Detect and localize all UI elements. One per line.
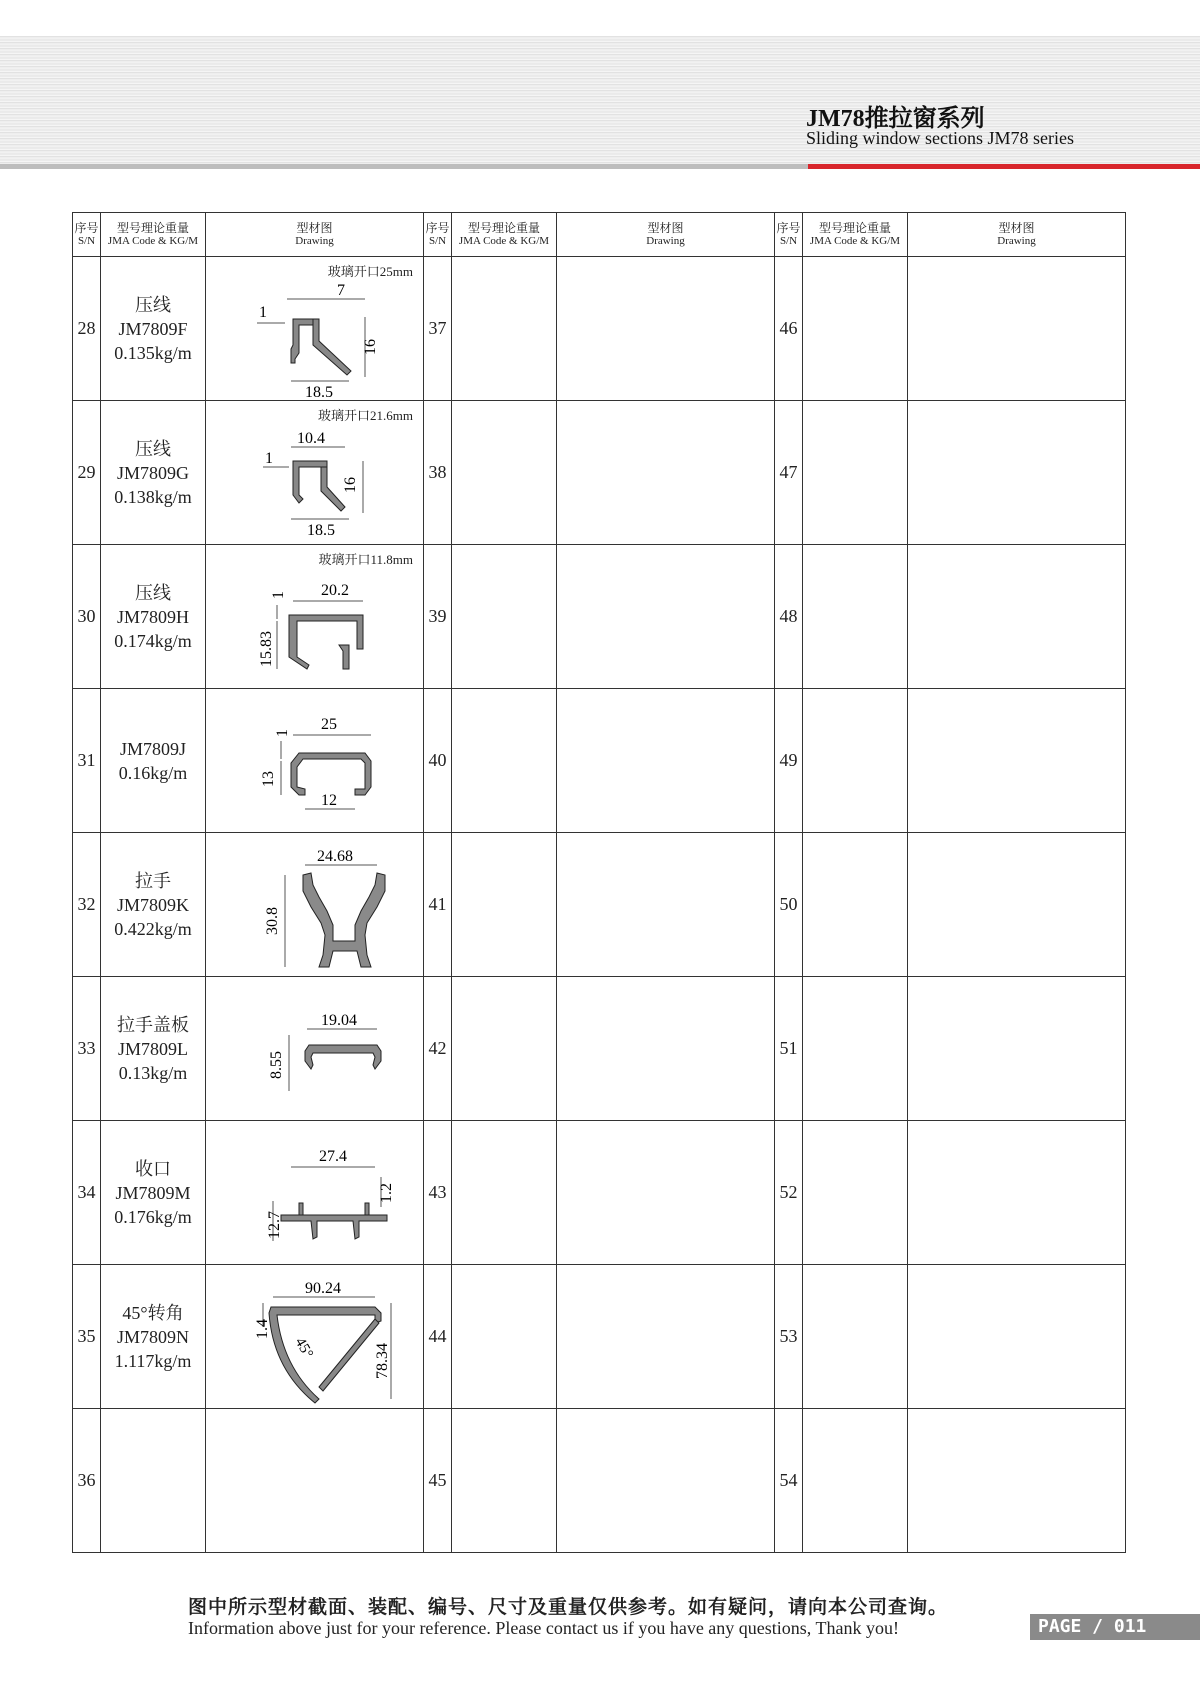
dimension-label: 20.2	[320, 581, 349, 599]
profile-name: 压线	[135, 438, 171, 459]
table-row	[73, 977, 1126, 1121]
profile-name: 压线	[135, 582, 171, 603]
drawing-cell-empty	[908, 545, 1126, 689]
drawing-cell-empty	[557, 257, 775, 401]
code-cell-empty	[452, 833, 557, 977]
sn-cell: 50	[775, 833, 803, 977]
code-cell-empty	[803, 545, 908, 689]
code-cell-empty	[803, 401, 908, 545]
code-cell	[101, 545, 206, 689]
sn-cell: 43	[424, 1121, 452, 1265]
profile-weight: 0.176kg/m	[114, 1206, 192, 1227]
drawing-cell-empty	[908, 1121, 1126, 1265]
code-cell-empty	[101, 1409, 206, 1553]
code-cell-empty	[803, 833, 908, 977]
code-cell-empty	[803, 257, 908, 401]
profile-drawing	[215, 835, 415, 975]
code-cell	[101, 1121, 206, 1265]
code-cell	[101, 401, 206, 545]
profile-code: JM7809M	[115, 1182, 191, 1203]
profile-weight: 0.13kg/m	[118, 1062, 188, 1083]
dimension-label: 45°	[291, 1334, 316, 1361]
header-drawing: 型材图 Drawing	[557, 213, 775, 257]
profile-weight: 0.135kg/m	[114, 342, 192, 363]
dimension-label: 1	[264, 449, 273, 467]
sn-cell: 51	[775, 977, 803, 1121]
profile-weight: 0.138kg/m	[114, 486, 192, 507]
sn-cell: 34	[73, 1121, 101, 1265]
sn-cell: 41	[424, 833, 452, 977]
sn-cell: 33	[73, 977, 101, 1121]
drawing-cell	[206, 257, 424, 401]
sn-cell: 37	[424, 257, 452, 401]
code-cell-empty	[452, 257, 557, 401]
code-cell-empty	[452, 1265, 557, 1409]
table-row	[73, 1265, 1126, 1409]
profile-drawing	[215, 1123, 415, 1263]
profile-shape	[313, 319, 351, 375]
footer-note-en: Information above just for your reference. Please contact us if you have any questions, Thank you!	[188, 1618, 899, 1638]
drawing-cell-empty	[557, 545, 775, 689]
dimension-label: 24.68	[316, 847, 353, 865]
sn-cell: 28	[73, 257, 101, 401]
table-row	[73, 545, 1126, 689]
sn-cell: 54	[775, 1409, 803, 1553]
drawing-cell-empty	[908, 401, 1126, 545]
dimension-label: 7	[336, 281, 345, 299]
drawing-cell-empty	[908, 833, 1126, 977]
table-row	[73, 257, 1126, 401]
dimension-label: 1	[269, 590, 287, 599]
dimension-label: 90.24	[304, 1279, 341, 1297]
header-drawing: 型材图 Drawing	[908, 213, 1126, 257]
profile-code: JM7809L	[117, 1038, 188, 1059]
dimension-label: 16	[361, 338, 379, 355]
sn-cell: 36	[73, 1409, 101, 1553]
drawing-cell	[206, 401, 424, 545]
profile-table	[72, 212, 1126, 1553]
drawing-cell-empty	[557, 401, 775, 545]
profile-drawing	[215, 979, 415, 1119]
code-cell-empty	[803, 689, 908, 833]
dimension-label: 19.04	[320, 1011, 357, 1029]
footer-note-cn: 图中所示型材截面、装配、编号、尺寸及重量仅供参考。如有疑问，请向本公司查询。	[188, 1596, 949, 1618]
code-cell	[101, 1265, 206, 1409]
dimension-label: 78.34	[373, 1342, 391, 1379]
table-row	[73, 833, 1126, 977]
code-cell-empty	[803, 1265, 908, 1409]
profile-shape	[289, 615, 363, 669]
drawing-cell-empty	[908, 1409, 1126, 1553]
sn-cell: 29	[73, 401, 101, 545]
sn-cell: 45	[424, 1409, 452, 1553]
header-sn: 序号 S/N	[775, 213, 803, 257]
drawing-cell	[206, 1121, 424, 1265]
header-code: 型号理论重量 JMA Code & KG/M	[101, 213, 206, 257]
drawing-cell-empty	[206, 1409, 424, 1553]
profile-code: JM7809J	[119, 738, 186, 759]
code-cell	[101, 257, 206, 401]
sn-cell: 35	[73, 1265, 101, 1409]
code-cell-empty	[803, 1409, 908, 1553]
header-rule-red	[808, 164, 1200, 169]
code-cell-empty	[452, 689, 557, 833]
drawing-cell-empty	[557, 1265, 775, 1409]
dimension-label: 13	[259, 770, 277, 787]
profile-shape	[291, 753, 371, 795]
sn-cell: 53	[775, 1265, 803, 1409]
drawing-cell-empty	[557, 833, 775, 977]
sn-cell: 48	[775, 545, 803, 689]
table-row	[73, 1409, 1126, 1553]
header-sn: 序号 S/N	[73, 213, 101, 257]
drawing-cell-empty	[557, 1409, 775, 1553]
table-row	[73, 1121, 1126, 1265]
drawing-cell	[206, 1265, 424, 1409]
dimension-label: 25	[320, 715, 337, 733]
sn-cell: 39	[424, 545, 452, 689]
code-cell-empty	[803, 977, 908, 1121]
sn-cell: 40	[424, 689, 452, 833]
dimension-label: 18.5	[306, 521, 335, 539]
profile-shape	[319, 1319, 379, 1391]
profile-shape	[299, 1203, 369, 1215]
profile-weight: 1.117kg/m	[114, 1350, 192, 1371]
drawing-cell-empty	[557, 689, 775, 833]
drawing-cell	[206, 689, 424, 833]
profile-drawing	[215, 1267, 415, 1407]
dimension-label: 1.2	[377, 1182, 395, 1203]
drawing-cell	[206, 545, 424, 689]
page-number: PAGE / 011	[1030, 1614, 1200, 1640]
dimension-label: 30.8	[263, 906, 281, 935]
dimension-label: 12.7	[265, 1210, 283, 1239]
glass-opening-label: 玻璃开口25mm	[327, 264, 413, 279]
profile-code: JM7809G	[116, 462, 189, 483]
series-title-en: Sliding window sections JM78 series	[806, 128, 1074, 148]
code-cell-empty	[803, 1121, 908, 1265]
drawing-cell	[206, 977, 424, 1121]
drawing-cell-empty	[908, 689, 1126, 833]
drawing-cell-empty	[908, 1265, 1126, 1409]
profile-shape	[281, 1215, 387, 1239]
dimension-label: 10.4	[296, 429, 325, 447]
code-cell-empty	[452, 977, 557, 1121]
dimension-label: 27.4	[318, 1147, 347, 1165]
dimension-label: 12	[320, 791, 337, 809]
glass-opening-label: 玻璃开口21.6mm	[318, 408, 413, 423]
sn-cell: 46	[775, 257, 803, 401]
profile-shape	[291, 319, 313, 363]
sn-cell: 31	[73, 689, 101, 833]
profile-code: JM7809K	[116, 894, 189, 915]
profile-weight: 0.422kg/m	[114, 918, 192, 939]
sn-cell: 32	[73, 833, 101, 977]
dimension-label: 1.4	[253, 1318, 271, 1339]
header-rule-grey	[0, 164, 810, 169]
dimension-label: 1	[273, 728, 291, 737]
code-cell-empty	[452, 1121, 557, 1265]
header-code: 型号理论重量 JMA Code & KG/M	[452, 213, 557, 257]
profile-name: 拉手	[135, 870, 171, 891]
profile-code: JM7809H	[116, 606, 189, 627]
code-cell-empty	[452, 1409, 557, 1553]
drawing-cell-empty	[908, 257, 1126, 401]
drawing-cell-empty	[557, 977, 775, 1121]
sn-cell: 49	[775, 689, 803, 833]
profile-name: 收口	[135, 1158, 171, 1179]
profile-weight: 0.174kg/m	[114, 630, 192, 651]
dimension-label: 18.5	[304, 383, 333, 399]
profile-drawing	[215, 691, 415, 831]
dimension-label: 16	[341, 476, 359, 493]
profile-shape	[339, 645, 349, 669]
profile-name: 拉手盖板	[117, 1014, 189, 1035]
dimension-label: 1	[258, 303, 267, 321]
sn-cell: 42	[424, 977, 452, 1121]
code-cell	[101, 689, 206, 833]
table-header-row	[73, 213, 1126, 257]
header-sn: 序号 S/N	[424, 213, 452, 257]
drawing-cell	[206, 833, 424, 977]
profile-weight: 0.16kg/m	[118, 762, 188, 783]
sn-cell: 52	[775, 1121, 803, 1265]
sn-cell: 30	[73, 545, 101, 689]
sn-cell: 38	[424, 401, 452, 545]
profile-code: JM7809F	[118, 318, 188, 339]
dimension-label: 15.83	[257, 630, 275, 667]
profile-shape	[305, 1045, 381, 1069]
code-cell	[101, 833, 206, 977]
drawing-cell-empty	[557, 1121, 775, 1265]
glass-opening-label: 玻璃开口11.8mm	[318, 552, 413, 567]
profile-name: 压线	[135, 294, 171, 315]
table-row	[73, 689, 1126, 833]
header-drawing: 型材图 Drawing	[206, 213, 424, 257]
sn-cell: 44	[424, 1265, 452, 1409]
table-row	[73, 401, 1126, 545]
header-code: 型号理论重量 JMA Code & KG/M	[803, 213, 908, 257]
code-cell-empty	[452, 401, 557, 545]
profile-shape	[303, 873, 385, 967]
series-title-cn: JM78推拉窗系列	[806, 106, 985, 132]
profile-code: JM7809N	[116, 1326, 189, 1347]
dimension-label: 8.55	[267, 1050, 285, 1079]
code-cell-empty	[452, 545, 557, 689]
profile-name: 45°转角	[122, 1302, 184, 1323]
sn-cell: 47	[775, 401, 803, 545]
drawing-cell-empty	[908, 977, 1126, 1121]
code-cell	[101, 977, 206, 1121]
